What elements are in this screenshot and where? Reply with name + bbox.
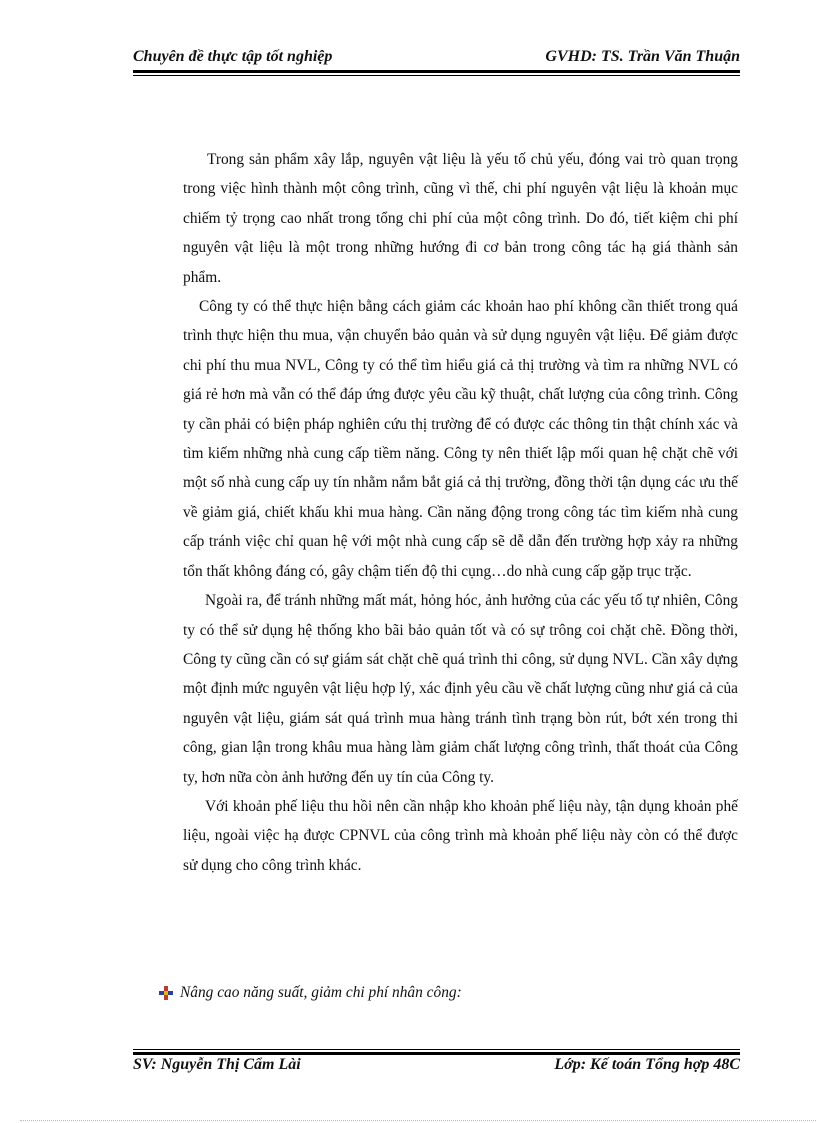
paragraph-2: Công ty có thể thực hiện bằng cách giảm các khoản hao phí không cần thiết trong quá trình thực hiện thu mua, vận chuyển bảo quản và sử dụng nguyên vật liệu. Để giảm được chi phí thu mua NVL, Công ty có thể tìm hiểu giá cả thị trường và tìm ra những NVL có giá rẻ hơn mà vẫn có thể đáp ứng được yêu cầu kỹ thuật, chất lượng của công trình. Công ty cần phải có biện pháp nghiên cứu thị trường để có được các thông tin thật chính xác và tìm kiếm những nhà cung cấp tiềm năng. Công ty nên thiết lập mối quan hệ chặt chẽ với một số nhà cung cấp uy tín nhằm nắm bắt giá cả thị trường, đồng thời tận dụng các ưu thế về giảm giá, chiết khấu khi mua hàng. Cần năng động trong công tác tìm kiếm nhà cung cấp tránh việc chỉ quan hệ với một nhà cung cấp sẽ dễ dẫn đến trường hợp xảy ra những tổn thất không đáng có, gây chậm tiến độ thi cụng…do nhà cung cấp gặp trục trặc. bbox=[183, 298, 738, 580]
paragraph-3: Ngoài ra, để tránh những mất mát, hỏng hóc, ảnh hưởng của các yếu tố tự nhiên, Công ty có thể sử dụng hệ thống kho bãi bảo quản tốt và có sự trông coi chặt chẽ. Đồng thời, Công ty cũng cần có sự giám sát chặt chẽ quá trình thi công, sử dụng NVL. Cần xây dựng một định mức nguyên vật liệu hợp lý, xác định yêu cầu về chất lượng cũng như giá cả của nguyên vật liệu, giám sát quá trình mua hàng tránh tình trạng bòn rút, bớt xén trong thi công, gian lận trong khâu mua hàng làm giảm chất lượng công trình, thất thoát của Công ty, hơn nữa còn ảnh hưởng đến uy tín của Công ty. bbox=[183, 592, 738, 786]
header-left-title: Chuyên đề thực tập tốt nghiệp bbox=[133, 48, 333, 65]
header-right-advisor: GVHD: TS. Trần Văn Thuận bbox=[545, 48, 740, 65]
footer-rule-thick bbox=[133, 1052, 740, 1055]
bullet-heading bbox=[158, 984, 738, 1002]
paragraph-1: Trong sản phẩm xây lắp, nguyên vật liệu là yếu tố chủ yếu, đóng vai trò quan trọng trong việc hình thành một công trình, cũng vì thế, chi phí nguyên vật liệu là khoản mục chiếm tỷ trọng cao nhất trong tổng chi phí của một công trình. Do đó, tiết kiệm chi phí nguyên vật liệu là một trong những hướng đi cơ bản trong công tác hạ giá thành sản phẩm. bbox=[183, 151, 738, 286]
bullet-text: Nâng cao năng suất, giảm chi phí nhân công: bbox=[180, 984, 462, 1001]
page-header bbox=[133, 48, 740, 69]
footer-rule-thin bbox=[133, 1049, 740, 1050]
body-text bbox=[183, 145, 738, 880]
paragraph-4: Với khoản phế liệu thu hồi nên cần nhập kho khoản phế liệu này, tận dụng khoản phế liệu, ngoài việc hạ được CPNVL của công trình mà khoản phế liệu này còn có thể được sử dụng cho công trình khác. bbox=[183, 797, 738, 874]
page-edge bbox=[20, 1120, 816, 1121]
footer-student: SV: Nguyễn Thị Cẩm Lài bbox=[133, 1056, 301, 1073]
bullet-arrow-icon bbox=[158, 985, 174, 1001]
header-rule-thick bbox=[133, 70, 740, 73]
footer-class: Lớp: Kế toán Tổng hợp 48C bbox=[554, 1056, 740, 1073]
header-rule-thin bbox=[133, 75, 740, 76]
page-footer bbox=[133, 1056, 740, 1074]
